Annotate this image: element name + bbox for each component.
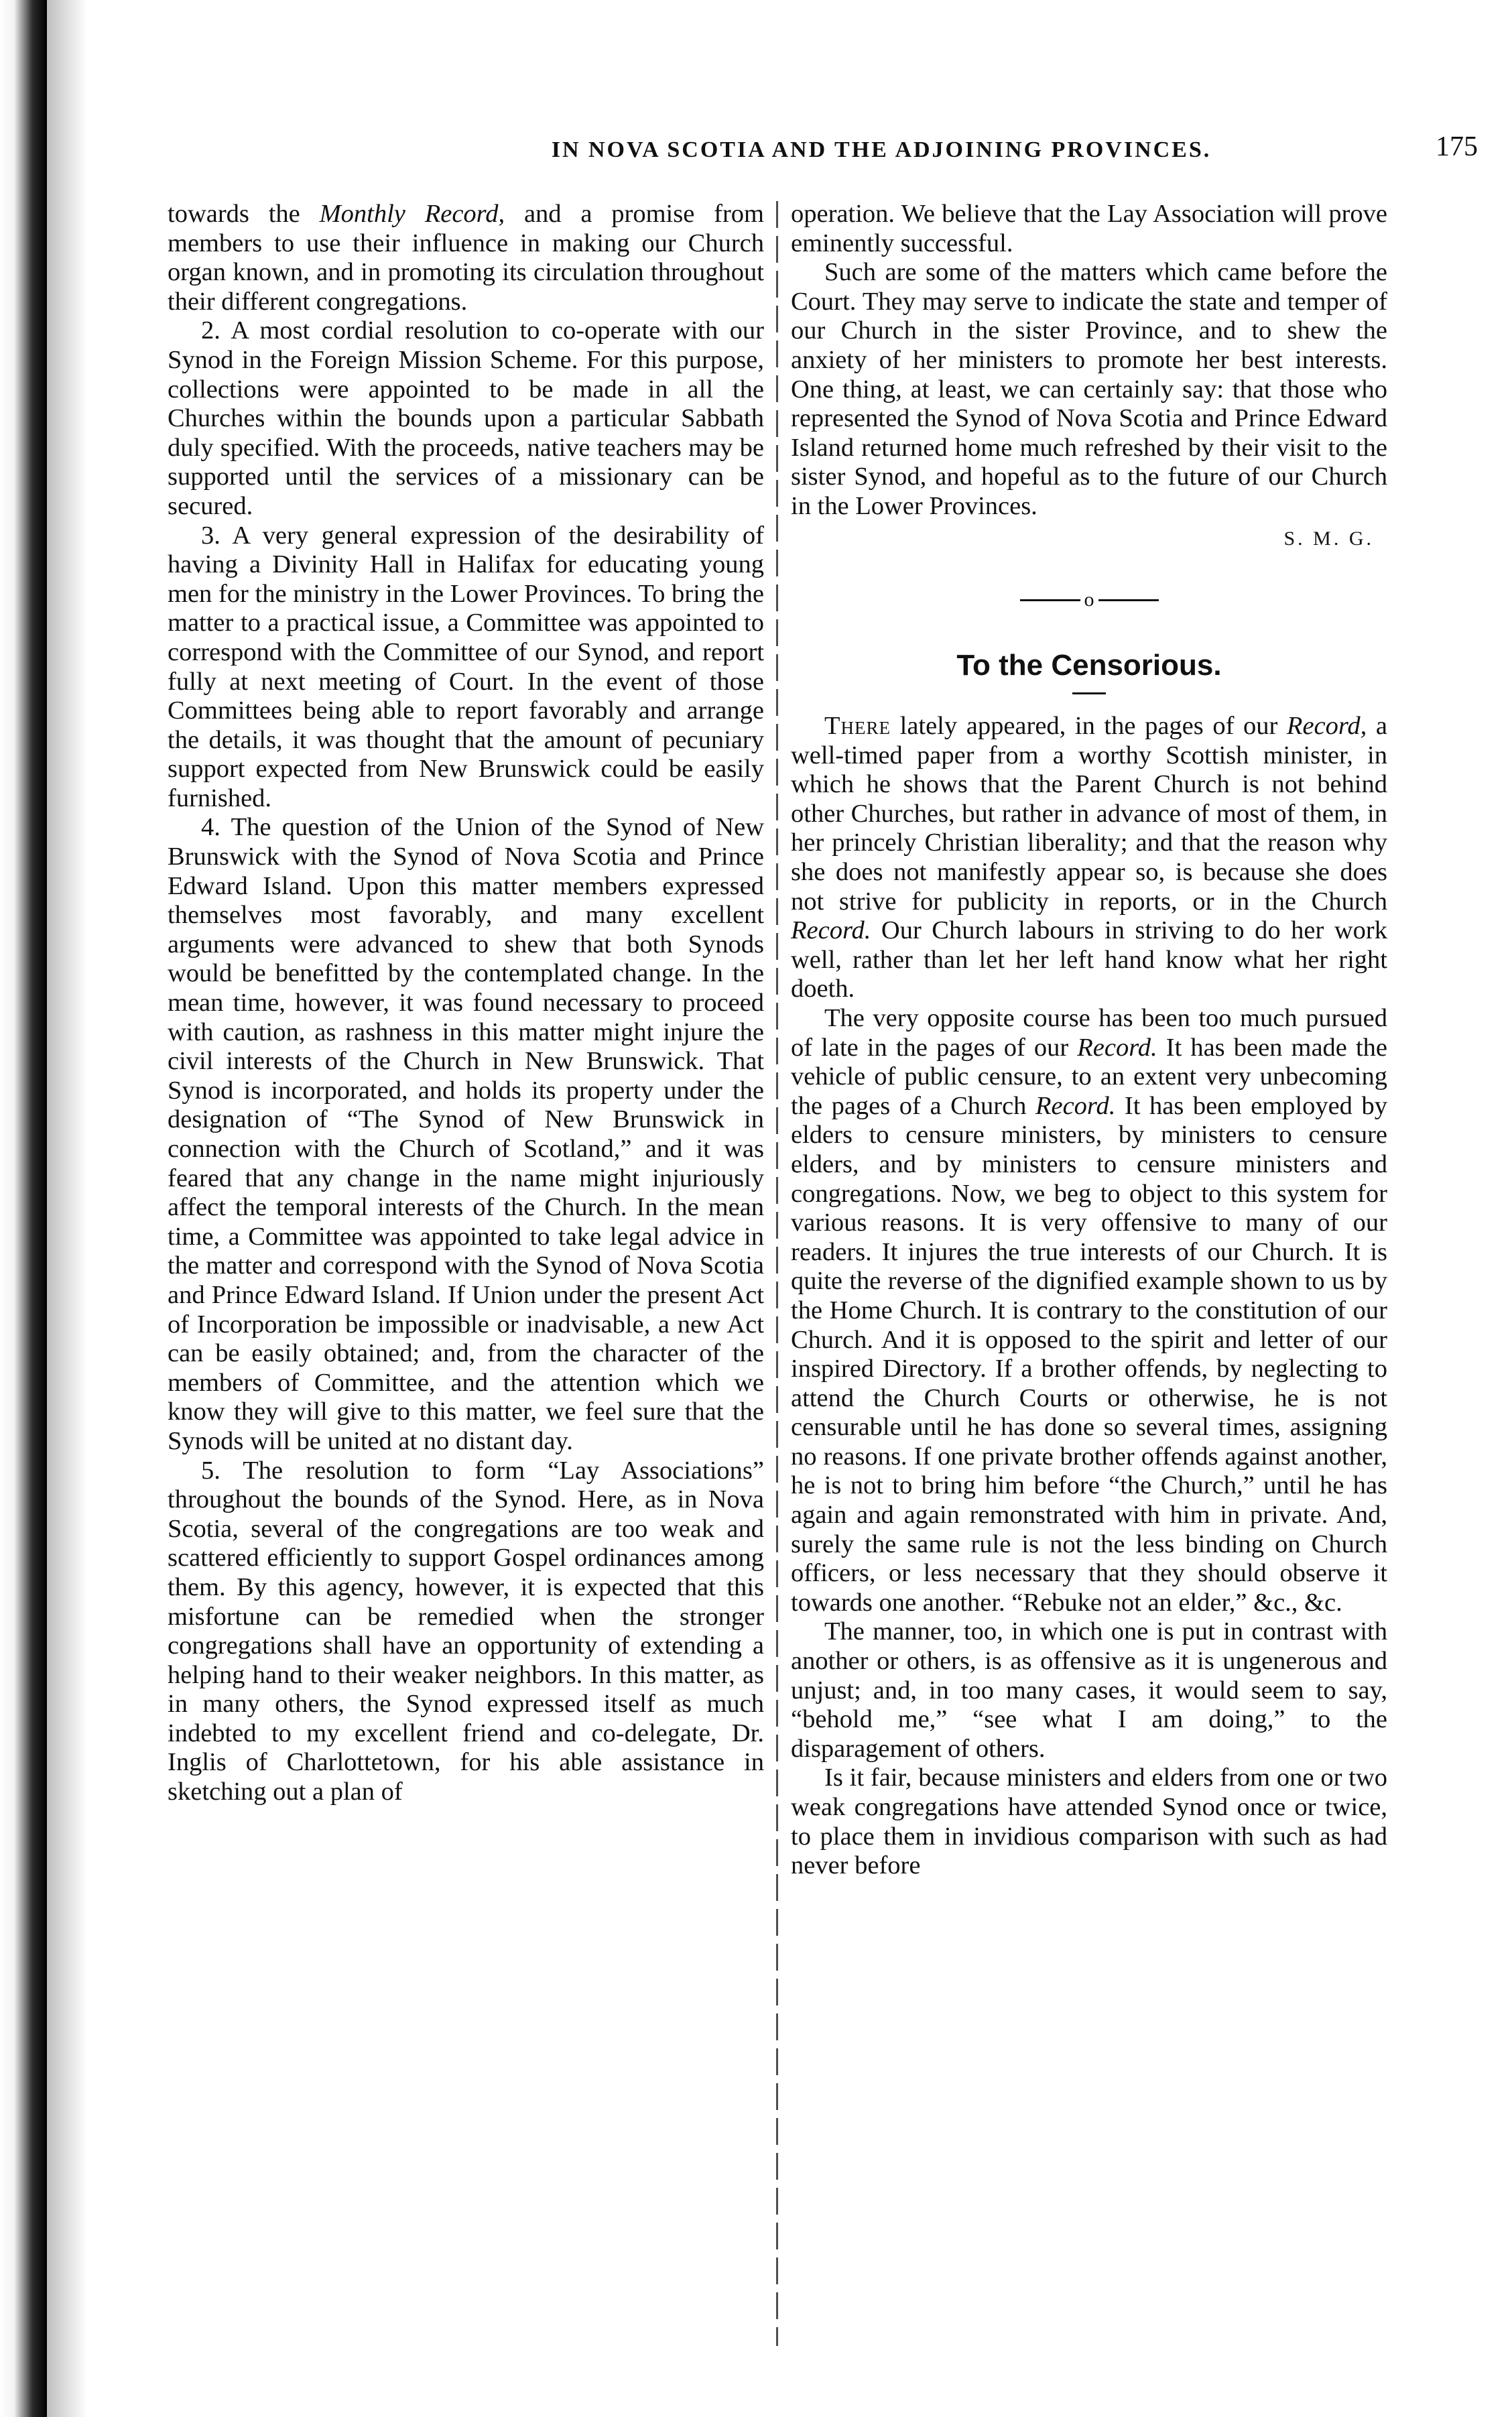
paragraph-article-4: Is it fair, because ministers and elders from one or two weak congregations have attended Synod once or twice, to place them in invidious comparison with such as had never before — [791, 1763, 1387, 1880]
paragraph-continuation: towards the Monthly Record, and a promise from members to use their influence in making our Church organ known, and in promoting its circulation throughout their different congregations. — [168, 200, 764, 316]
paragraph-item-2: 2. A most cordial resolution to co-operate with our Synod in the Foreign Mission Scheme. For this purpose, collections were appointed to be made in all the Churches within the bounds upon a particular Sabbath duly specified. With the proceeds, native teachers may be supported until the services of a missionary can be secured. — [168, 316, 764, 520]
paragraph-item-3: 3. A very general expression of the desirability of having a Divinity Hall in Halifax for educating young men for the ministry in the Lower Provinces. To bring the matter to a practical issue, a Committee was appointed to correspond with the Committee of our Synod, and report fully at next meeting of Court. In the event of those Committees being able to report favorably and arrange the details, it was thought that the amount of pecuniary support expected from New Brunswick could be easily furnished. — [168, 521, 764, 812]
publication-title: Monthly Record, — [319, 200, 505, 228]
page-number: 175 — [1436, 131, 1478, 162]
paragraph-article-3: The manner, too, in which one is put in contrast with another or others, is as offensive as it is ungenerous and unjust; and, in too many cases, it would seem to say, “behold me,” “see what I am doing,” to the disparagement of others. — [791, 1617, 1387, 1763]
gutter-shadow — [47, 0, 87, 2417]
left-column — [168, 200, 764, 1807]
paragraph-item-4: 4. The question of the Union of the Synod of New Brunswick with the Synod of Nova Scotia and Prince Edward Island. Upon this matter members expressed themselves most favorably, and many excellent arguments were advanced to shew that both Synods would be benefitted by the contemplated change. In the mean time, however, it was found necessary to proceed with caution, as rashness in this matter might injure the civil interests of the Church in New Brunswick. That Synod is incorporated, and holds its property under the designation of “The Synod of New Brunswick in connection with the Church of Scotland,” and it was feared that any change in the name might injuriously affect the temporal interests of the Church. In the mean time, a Committee was appointed to take legal advice in the matter and correspond with the Synod of Nova Scotia and Prince Edward Island. If Union under the present Act of Incorporation be impossible or inadvisable, a new Act can be easily obtained; and, from the character of the members of Committee, and the attention which we know they will give to this matter, we feel sure that the Synods will be united at no distant day. — [168, 813, 764, 1455]
section-ornament: o — [791, 584, 1387, 615]
paragraph-continuation: operation. We believe that the Lay Association will prove eminently successful. — [791, 200, 1387, 257]
article-heading: To the Censorious. — [956, 649, 1222, 682]
right-column — [791, 200, 1387, 1881]
author-signature: S. M. G. — [1283, 527, 1374, 550]
paragraph-summary: Such are some of the matters which came before the Court. They may serve to indicate the state and temper of our Church in the sister Province, and to shew the anxiety of her ministers to promote her best interests. One thing, at least, we can certainly say: that those who represented the Synod of Nova Scotia and Prince Edward Island returned home much refreshed by their visit to the sister Synod, and hopeful as to the future of our Church in the Lower Provinces. — [791, 258, 1387, 520]
running-head: IN NOVA SCOTIA AND THE ADJOINING PROVINCES. — [551, 137, 1212, 162]
heading-rule — [1072, 692, 1106, 694]
column-divider — [776, 201, 778, 2346]
paragraph-article-2: The very opposite course has been too much pursued of late in the pages of our Record. It has been made the vehicle of public censure, to an extent very unbecoming the pages of a Church Record. It has been employed by elders to censure ministers, by ministers to censure elders, and by ministers to censure ministers and congregations. Now, we beg to object to this system for various reasons. It is very offensive to many of our readers. It injures the true interests of our Church. It is quite the reverse of the dignified example shown to us by the Home Church. It is contrary to the constitution of our Church. And it is opposed to the spirit and letter of our inspired Directory. If a brother offends, by neglecting to attend the Church Courts or otherwise, he is not censurable until he has done so several times, assigning no reasons. If one private brother offends against another, he is not to bring him before “the Church,” until he has again and again remonstrated with him in private. And, surely the same rule is not the less binding on Church officers, or less necessary that they should observe it towards one another. “Rebuke not an elder,” &c., &c. — [791, 1003, 1388, 1617]
paragraph-article-1: There lately appeared, in the pages of our Record, a well-timed paper from a worthy Scottish minister, in which he shows that the Parent Church is not behind other Churches, but rather in advance of most of them, in her princely Christian liberality; and that the reason why she does not manifestly appear so, is because she does not strive for publicity in reports, or in the Church Record. Our Church labours in striving to do her work well, rather than let her left hand know what her right doeth. — [791, 712, 1387, 1003]
book-spine-gutter — [0, 0, 47, 2417]
paragraph-item-5: 5. The resolution to form “Lay Associations” throughout the bounds of the Synod. Here, as in Nova Scotia, several of the congregations are too weak and scattered efficiently to support Gospel ordinances among them. By this agency, however, it is expected that this misfortune can be remedied when the stronger congregations shall have an opportunity of extending a helping hand to their weaker neighbors. In this matter, as in many others, the Synod expressed itself as much indebted to my excellent friend and co-delegate, Dr. Inglis of Charlottetown, for his able assistance in sketching out a plan of — [168, 1456, 764, 1806]
